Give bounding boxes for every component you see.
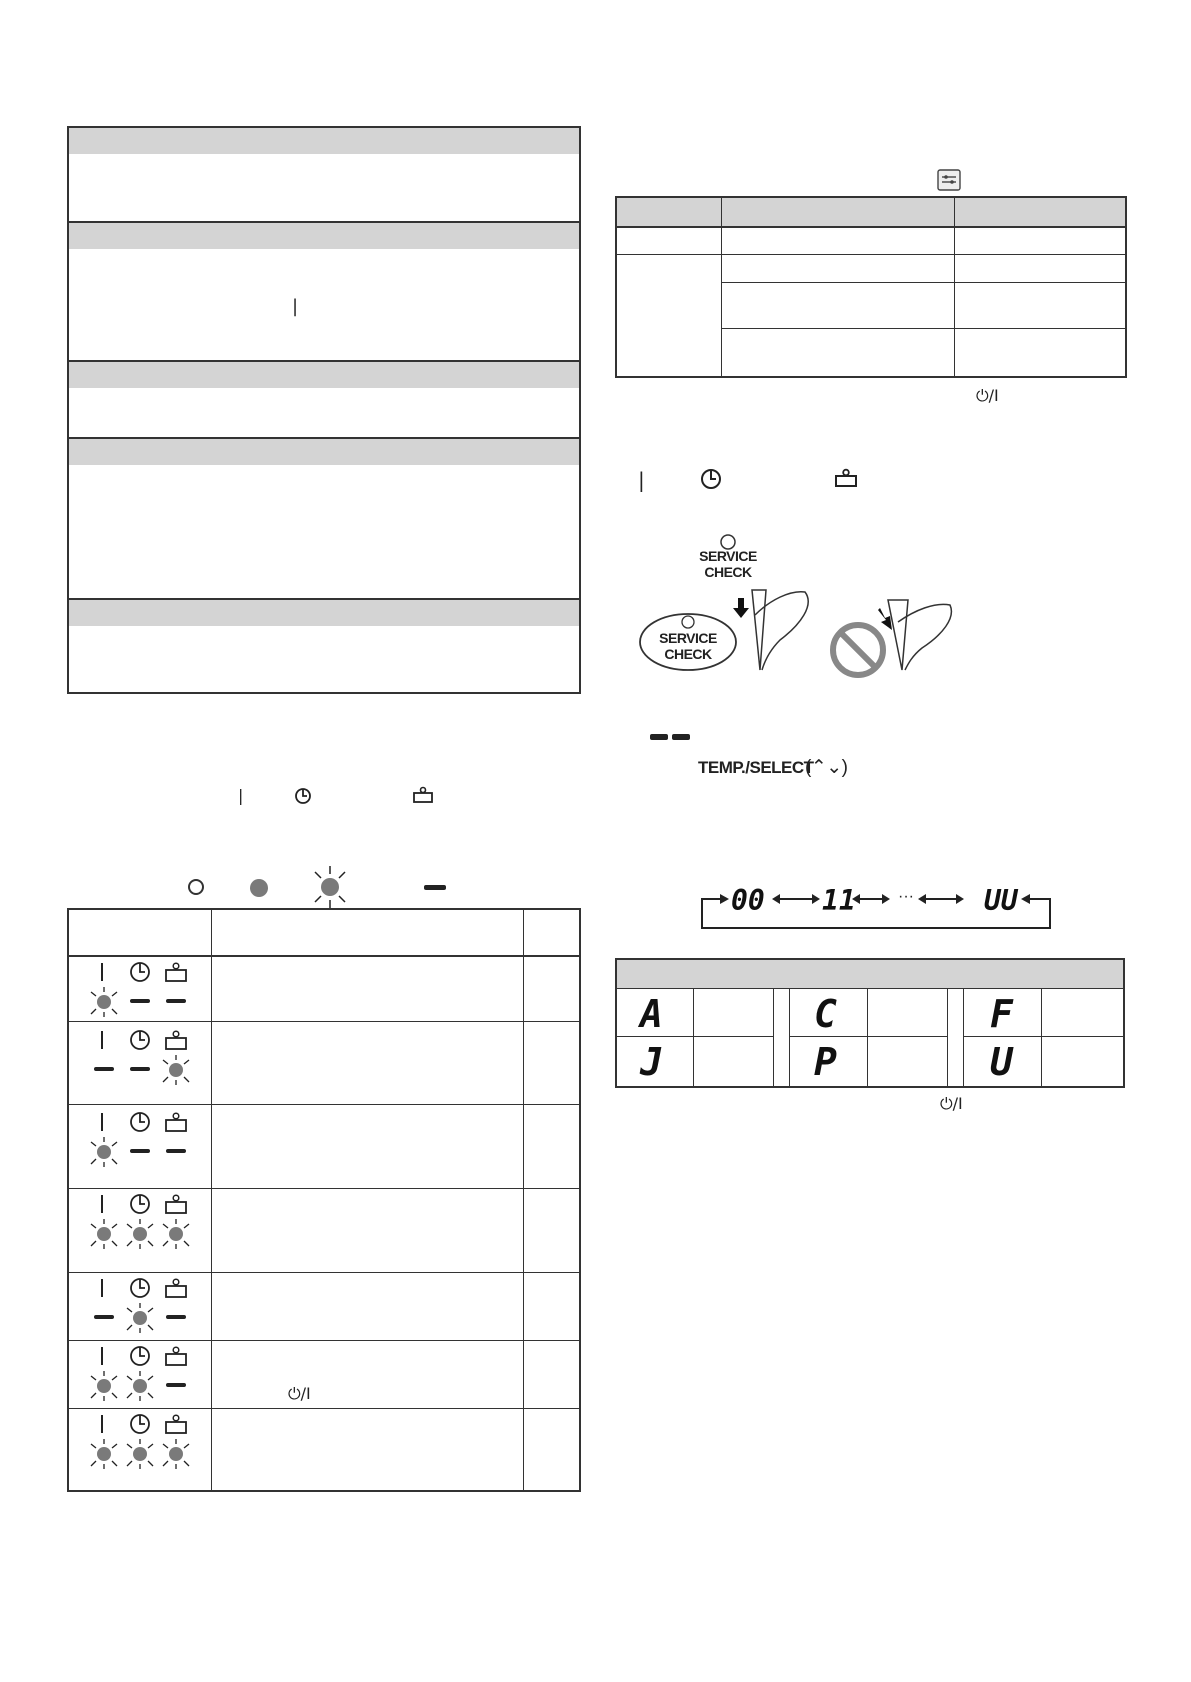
led-dash-icon [94,1067,114,1071]
error-letter-F: F [990,992,1013,1036]
error-letter-U: U [990,1040,1013,1084]
temp-select-label: TEMP./SELECT [698,758,814,777]
display-dash-1 [650,734,668,740]
power-line-icon: | [238,786,244,805]
error-letter-J: J [640,1040,663,1084]
error-letter-C: C [814,992,837,1036]
service-check-top-label: SERVICE CHECK [699,548,757,580]
lamp-indicator-icon [166,1354,186,1365]
code-UU: UU [984,884,1018,917]
lamp-indicator-icon [166,1202,186,1213]
indicator-state-row-6 [80,1344,220,1408]
led-dash-legend-icon [424,885,446,890]
indicator-state-row-1 [80,960,220,1024]
led-blinking-icon [127,1439,153,1469]
error-letter-P: P [814,1040,837,1084]
led-blinking-icon [127,1303,153,1333]
lamp-bulb [173,963,179,969]
code-11: 11 [822,884,856,917]
error-table-header [617,960,1123,988]
lamp-bulb [173,1415,179,1421]
on-off-icon: ⏻/I [976,386,999,405]
code-ellipsis: ··· [898,888,914,905]
section-header-2 [69,223,579,249]
lamp-bulb [173,1195,179,1201]
led-dash-icon [94,1315,114,1319]
indicator-state-row-5 [80,1276,220,1340]
led-on-legend-icon [250,879,268,897]
service-check-drawing [630,530,970,690]
lamp-indicator-icon [166,1038,186,1049]
lamp-indicator-icon [834,468,858,488]
led-blinking-icon [91,1439,117,1469]
led-blinking-icon [91,1371,117,1401]
on-off-icon: ⏻/I [940,1094,963,1113]
led-dash-icon [166,1149,186,1153]
led-blink-legend-icon [310,866,350,908]
led-blinking-icon [91,987,117,1017]
temp-select-arrows: (⌃⌄) [805,757,848,778]
indicator-state-row-7 [80,1412,220,1476]
indicator-state-row-3 [80,1110,220,1174]
section-header-1 [69,128,579,154]
section-header-3 [69,362,579,388]
on-off-icon: ⏻/I [288,1384,311,1403]
lamp-indicator-icon [166,970,186,981]
section-header-5 [69,600,579,626]
led-blinking-icon [91,1137,117,1167]
power-line-icon: | [638,468,645,492]
led-blinking-icon [163,1055,189,1085]
indicator-state-row-2 [80,1028,220,1092]
lamp-bulb [173,1113,179,1119]
lamp-indicator-icon [166,1120,186,1131]
settings-icon [937,169,961,191]
led-dash-icon [166,1315,186,1319]
settings-table-header [617,198,1125,226]
led-dash-icon [130,1149,150,1153]
lamp-bulb [173,1347,179,1353]
lamp-indicator-icon [412,786,434,804]
led-blinking-icon [91,1219,117,1249]
led-blinking-icon [163,1439,189,1469]
power-line-icon: | [292,296,299,317]
display-dash-2 [672,734,690,740]
lamp-indicator-icon [166,1422,186,1433]
error-letter-A: A [640,992,663,1036]
led-off-legend-icon [188,879,204,895]
led-dash-icon [130,999,150,1003]
lamp-indicator-icon [166,1286,186,1297]
led-dash-icon [130,1067,150,1071]
lamp-bulb [173,1031,179,1037]
led-blinking-icon [163,1219,189,1249]
indicator-state-row-4 [80,1192,220,1256]
timer-indicator-icon [700,468,722,490]
led-dash-icon [166,999,186,1003]
led-dash-icon [166,1383,186,1387]
led-blinking-icon [127,1371,153,1401]
lamp-bulb [173,1279,179,1285]
led-blinking-icon [127,1219,153,1249]
service-check-bubble-label: SERVICE CHECK [659,630,717,662]
section-header-4 [69,439,579,465]
code-00: 00 [731,884,765,917]
timer-indicator-icon [294,787,312,805]
